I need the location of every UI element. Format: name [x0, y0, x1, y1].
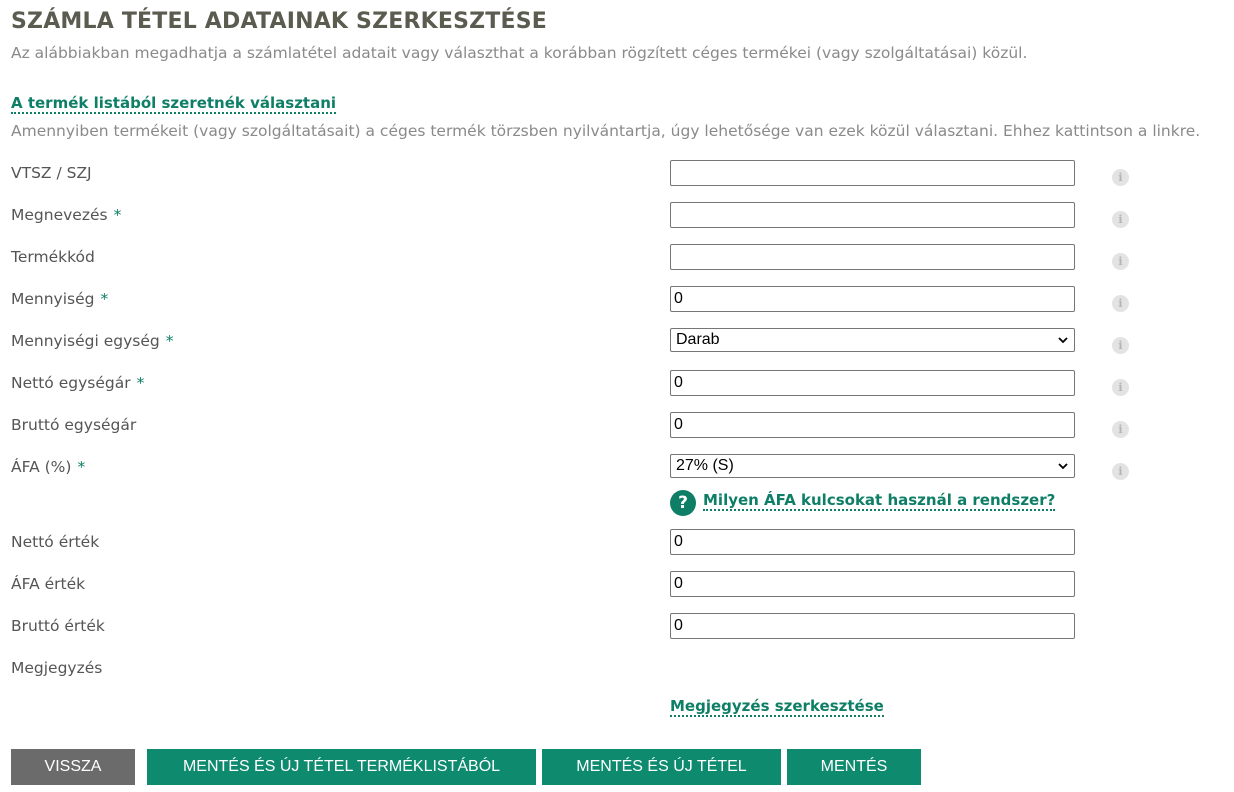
- required-marker: *: [77, 458, 86, 476]
- info-icon[interactable]: i: [1112, 211, 1129, 228]
- net-unit-price-input[interactable]: [670, 370, 1075, 396]
- note-row: [0, 655, 1234, 681]
- gross-unit-price-row: [0, 412, 1234, 438]
- note-label: Megjegyzés: [11, 659, 103, 677]
- vtsz-label: VTSZ / SZJ: [11, 164, 92, 182]
- unit-select[interactable]: [670, 328, 1075, 352]
- required-marker: *: [100, 290, 109, 308]
- vtsz-row: [0, 160, 1234, 186]
- name-row: [0, 202, 1234, 228]
- gross-value-input[interactable]: [670, 613, 1075, 639]
- quantity-label: Mennyiség *: [11, 290, 109, 308]
- gross-unit-price-label: Bruttó egységár: [11, 416, 137, 434]
- chevron-down-icon: [1058, 335, 1068, 345]
- info-icon[interactable]: i: [1112, 253, 1129, 270]
- save-button[interactable]: MENTÉS: [787, 749, 921, 785]
- vat-value-row: [0, 571, 1234, 597]
- page-title: SZÁMLA TÉTEL ADATAINAK SZERKESZTÉSE: [11, 9, 547, 34]
- vat-value-input[interactable]: [670, 571, 1075, 597]
- vat-label: ÁFA (%) *: [11, 458, 86, 476]
- info-icon[interactable]: i: [1112, 295, 1129, 312]
- required-marker: *: [165, 332, 174, 350]
- info-icon[interactable]: i: [1112, 337, 1129, 354]
- name-input[interactable]: [670, 202, 1075, 228]
- edit-note-link[interactable]: Megjegyzés szerkesztése: [670, 697, 884, 715]
- info-icon[interactable]: i: [1112, 421, 1129, 438]
- vat-selected-value: 27% (S): [676, 457, 734, 474]
- net-value-input[interactable]: [670, 529, 1075, 555]
- unit-row: [0, 328, 1234, 354]
- vat-row: [0, 454, 1234, 480]
- question-icon: ?: [670, 490, 696, 516]
- info-icon[interactable]: i: [1112, 463, 1129, 480]
- net-value-row: [0, 529, 1234, 555]
- unit-label: Mennyiségi egység *: [11, 332, 174, 350]
- product-code-row: [0, 244, 1234, 270]
- pick-from-list-description: Amennyiben termékeit (vagy szolgáltatásait) a céges termék törzsben nyilvántartja, úgy lehetősége van ezek közül választani. Ehhez kattintson a linkre.: [11, 122, 1201, 140]
- chevron-down-icon: [1058, 461, 1068, 471]
- info-icon[interactable]: i: [1112, 379, 1129, 396]
- save-and-new-from-list-button[interactable]: MENTÉS ÉS ÚJ TÉTEL TERMÉKLISTÁBÓL: [147, 749, 536, 785]
- page-subtitle: Az alábbiakban megadhatja a számlatétel adatait vagy választhat a korábban rögzített céges termékei (vagy szolgáltatásai) közül.: [11, 44, 1028, 62]
- net-value-label: Nettó érték: [11, 533, 100, 551]
- gross-value-row: [0, 613, 1234, 639]
- quantity-row: [0, 286, 1234, 312]
- net-unit-price-row: [0, 370, 1234, 396]
- vat-select[interactable]: [670, 454, 1075, 478]
- info-icon[interactable]: i: [1112, 169, 1129, 186]
- back-button[interactable]: VISSZA: [11, 749, 135, 785]
- vat-help-text[interactable]: Milyen ÁFA kulcsokat használ a rendszer?: [703, 491, 1056, 509]
- unit-selected-value: Darab: [676, 331, 720, 348]
- required-marker: *: [136, 374, 145, 392]
- name-label: Megnevezés *: [11, 206, 122, 224]
- quantity-input[interactable]: [670, 286, 1075, 312]
- vtsz-input[interactable]: [670, 160, 1075, 186]
- product-code-label: Termékkód: [11, 248, 95, 266]
- vat-value-label: ÁFA érték: [11, 575, 86, 593]
- required-marker: *: [113, 206, 122, 224]
- pick-from-product-list-link[interactable]: A termék listából szeretnék választani: [11, 94, 337, 112]
- save-and-new-button[interactable]: MENTÉS ÉS ÚJ TÉTEL: [542, 749, 781, 785]
- net-unit-price-label: Nettó egységár *: [11, 374, 145, 392]
- gross-unit-price-input[interactable]: [670, 412, 1075, 438]
- product-code-input[interactable]: [670, 244, 1075, 270]
- gross-value-label: Bruttó érték: [11, 617, 105, 635]
